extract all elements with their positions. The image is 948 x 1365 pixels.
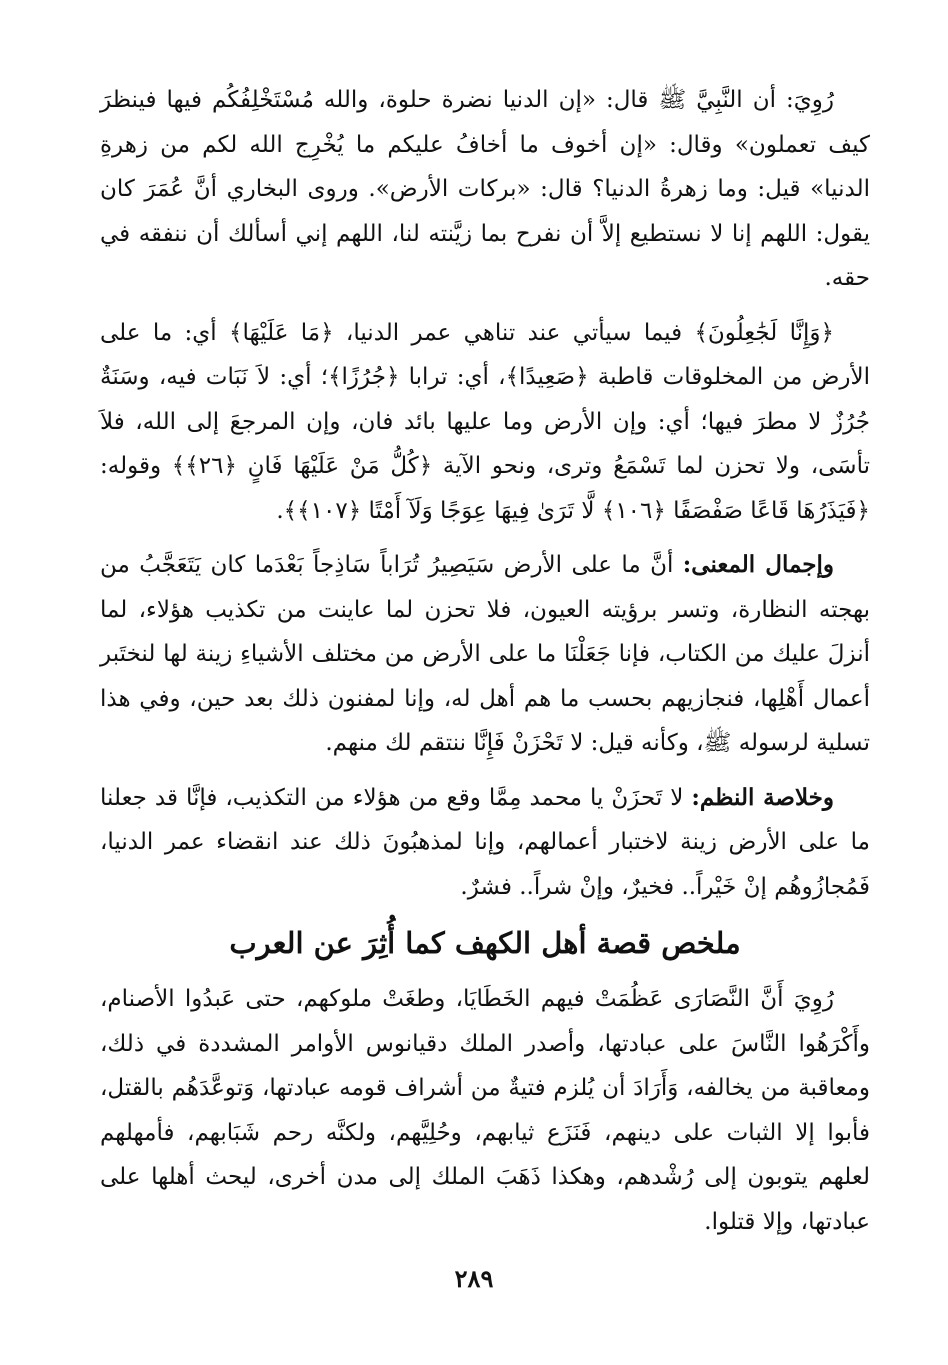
paragraph-text: أنَّ ما على الأرض سَيَصِيرُ تُرَاباً سَاذِجاً بَعْدَما كان يَتَعَجَّبُ من بهجته النظارة، وتسر برؤيته العيون، فلا تحزن لما عاينت من تكذيب هؤلاء، لما أنزلَ عليك من الكتاب، فإنا جَعَلْنَا ما على الأرض من مختلف الأشياءِ زينة لها لنختَبر أعمال أَهْلِها، فنجازيهم بحسب ما هم أهل له، وإنا لمفنون ذلك بعد حين، وفي هذا تسلية لرسوله ﷺ، وكأنه قيل: لا تَحْزَنْ فَإِنَّا ننتقم لك منهم. <box>100 552 870 756</box>
paragraph-hadith <box>100 78 870 301</box>
page-body <box>100 78 870 1254</box>
paragraph-text: لا تَحزَنْ يا محمد مِمَّا وقع من هؤلاء من التكذيب، فإنَّا قد جعلنا ما على الأرض زينة لاختبار أعمالهم، وإنا لمذهبُونَ ذلك عند انقضاء عمر الدنيا، فَمُجازُوهُم إنْ خَيْراً.. فخيرٌ، وإنْ شراً.. فشرٌ. <box>100 784 870 900</box>
paragraph-text: ﴿وَإِنَّا لَجَٰعِلُونَ﴾ فيما سيأتي عند تناهي عمر الدنيا، ﴿مَا عَلَيْهَا﴾ أي: ما على الأرض من المخلوقات قاطبة ﴿صَعِيدًا﴾، أي: ترابا ﴿جُرُزًا﴾؛ أي: لاَ نَبَات فيه، وسَنَةٌ جُرُزٌ لا مطرَ فيها؛ أي: وإن الأرض وما عليها بائد فان، وإن المرجعَ إلى الله، فلاَ تأسَى، ولا تحزن لما تَسْمَعُ وترى، ونحو الآية ﴿كُلُّ مَنْ عَلَيْهَا فَانٍ ﴿٢٦﴾﴾ وقوله: ﴿فَيَذَرُهَا قَاعًا صَفْصَفًا ﴿١٠٦﴾ لَّا تَرَىٰ فِيهَا عِوَجًا وَلَآ أَمْتًا ﴿١٠٧﴾﴾. <box>100 319 870 524</box>
paragraph-story <box>100 977 870 1244</box>
paragraph-summary <box>100 776 870 910</box>
section-heading: ملخص قصة أهل الكهف كما أُثِرَ عن العرب <box>229 926 741 960</box>
page-number: ٢٨٩ <box>454 1264 494 1293</box>
paragraph-text: رُوِيَ أَنَّ النَّصَارَى عَظُمَتْ فيهم الخَطَايَا، وطغَتْ ملوكهم، حتى عَبدُوا الأصنام، وأَكْرَهُوا النَّاسَ على عبادتها، وأصدر الملك دقيانوس الأوامر المشددة في ذلك، ومعاقبة من يخالفه، وَأَرَادَ أن يُلزم فتيةٌ من أشراف قومه عبادتها، وَتوعَّدَهُم بالقتل، فأبوا إلا الثبات على دينهم، فَنَزَع ثيابهم، وحُلِيَّهم، ولكنَّه رحم شَبَابهم، فأمهلهم لعلهم يتوبون إلى رُشْدهم، وهكذا ذَهَبَ الملك إلى مدن أخرى، ليحث أهلها على عبادتها، وإلا قتلوا. <box>100 986 870 1235</box>
paragraph-general-meaning <box>100 543 870 766</box>
paragraph-lead: وخلاصة النظم: <box>691 783 834 811</box>
paragraph-lead: وإجمال المعنى: <box>682 551 834 578</box>
paragraph-verse-commentary <box>100 311 870 534</box>
paragraph-text: رُوِيَ: أن النَّبِيَّ ﷺ قال: «إن الدنيا نضرة حلوة، والله مُسْتَخْلِفُكُم فيها فينظرَ كيف تعملون» وقال: «إن أخوف ما أخافُ عليكم ما يُخْرِج الله لكم من زهرةِ الدنيا» قيل: وما زهرةُ الدنيا؟ قال: «بركات الأرض». وروى البخاري أنَّ عُمَرَ كان يقول: اللهم إنا لا نستطيع إلاَّ أن نفرح بما زيَّنته لنا، اللهم إني أسألك أن ننفقه في حقه. <box>100 87 870 291</box>
